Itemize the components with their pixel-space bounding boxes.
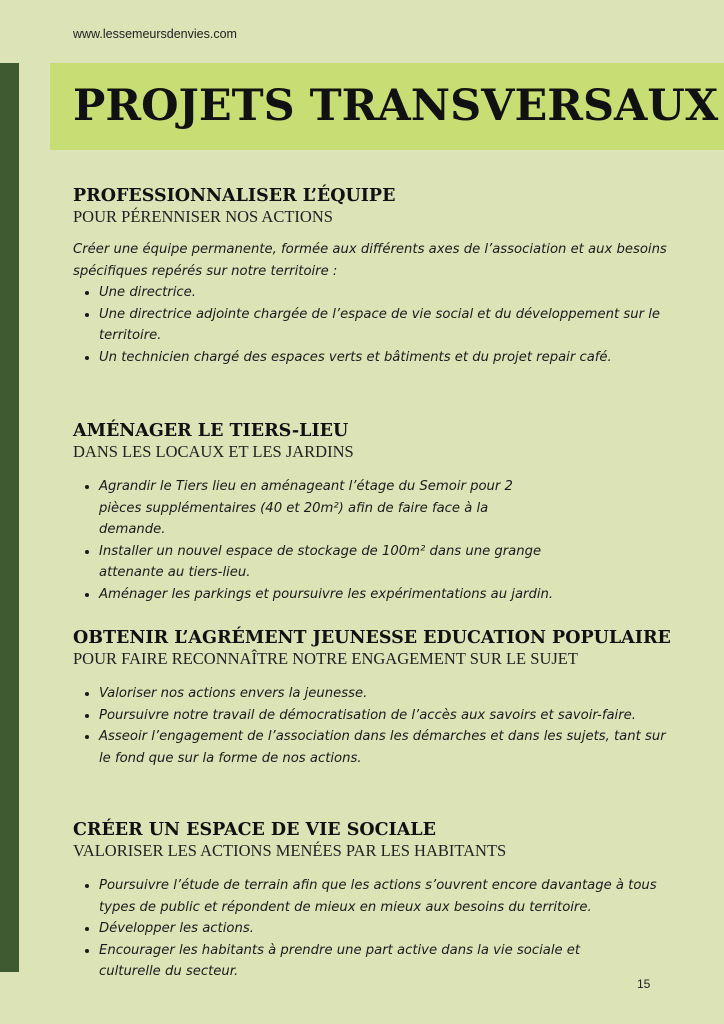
list-item: • Valoriser nos actions envers la jeunesse. — [99, 683, 673, 705]
website-url: www.lessemeursdenvies.com — [73, 27, 237, 41]
list-item: • Installer un nouvel espace de stockage de 100m² dans une grange attenante au tiers-lieu. — [99, 541, 673, 584]
section-subtitle: DANS LES LOCAUX ET LES JARDINS — [73, 442, 354, 461]
list-item: • Une directrice adjointe chargée de l’espace de vie social et du développement sur le territoire. — [99, 304, 673, 347]
list-item: • Un technicien chargé des espaces verts et bâtiments et du projet repair café. — [99, 347, 673, 369]
section-subtitle: POUR FAIRE RECONNAÎTRE NOTRE ENGAGEMENT SUR LE SUJET — [73, 649, 578, 668]
list-item: • Développer les actions. — [99, 918, 673, 940]
bullet-list — [73, 683, 673, 769]
section-title: CRÉER UN ESPACE DE VIE SOCIALE — [73, 820, 436, 840]
section-agrement-jeunesse — [73, 627, 673, 769]
section-subtitle: VALORISER LES ACTIONS MENÉES PAR LES HABITANTS — [73, 841, 507, 860]
bullet-list — [73, 282, 673, 368]
bullet-list — [73, 476, 673, 605]
section-subtitle: POUR PÉRENNISER NOS ACTIONS — [73, 207, 333, 226]
bullet-list — [73, 875, 673, 983]
section-espace-vie-sociale — [73, 819, 673, 983]
page-number: 15 — [637, 977, 651, 991]
list-item: • Poursuivre l’étude de terrain afin que les actions s’ouvrent encore davantage à tous types de public et répondent de mieux en mieux aux besoins du territoire. — [99, 875, 673, 918]
list-item: • Agrandir le Tiers lieu en aménageant l’étage du Semoir pour 2 pièces supplémentaires (40 et 20m²) afin de faire face à la demande. — [99, 476, 673, 541]
list-item: • Encourager les habitants à prendre une part active dans la vie sociale et culturelle du secteur. — [99, 940, 673, 983]
section-intro: Créer une équipe permanente, formée aux différents axes de l’association et aux besoins spécifiques repérés sur notre territoire : — [73, 242, 667, 279]
section-title: AMÉNAGER LE TIERS-LIEU — [73, 421, 349, 441]
list-item: • Aménager les parkings et poursuivre les expérimentations au jardin. — [99, 584, 673, 606]
list-item: • Une directrice. — [99, 282, 673, 304]
section-professionnaliser — [73, 185, 673, 368]
section-tiers-lieu — [73, 420, 673, 605]
side-accent-bar — [0, 63, 19, 972]
list-item: • Poursuivre notre travail de démocratisation de l’accès aux savoirs et savoir-faire. — [99, 705, 673, 727]
list-item: • Asseoir l’engagement de l’association dans les démarches et dans les sujets, tant sur le fond que sur la forme de nos actions. — [99, 726, 673, 769]
section-title: PROFESSIONNALISER L’ÉQUIPE — [73, 186, 396, 206]
section-title: OBTENIR L’AGRÉMENT JEUNESSE EDUCATION POPULAIRE — [73, 628, 671, 648]
page-title: PROJETS TRANSVERSAUX — [73, 81, 719, 131]
